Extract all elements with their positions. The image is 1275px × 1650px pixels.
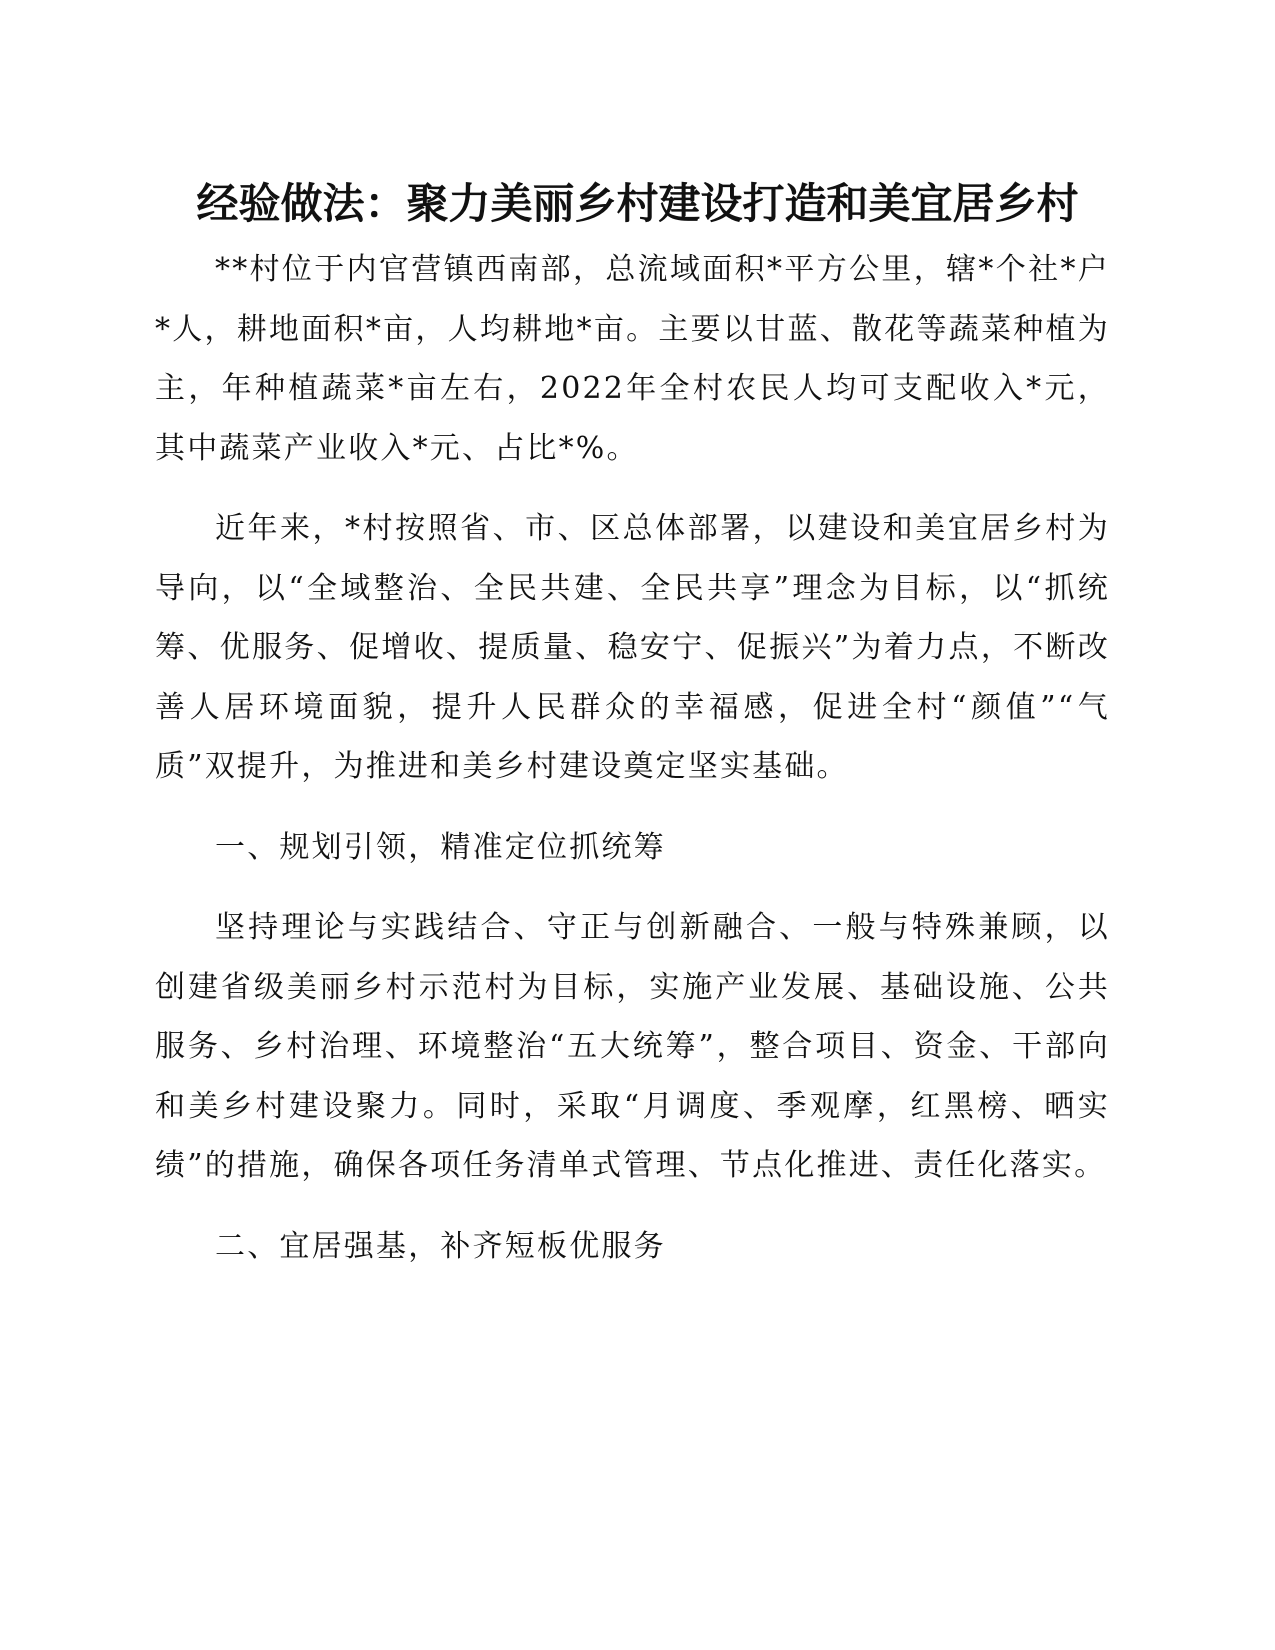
paragraph-planning: 坚持理论与实践结合、守正与创新融合、一般与特殊兼顾，以创建省级美丽乡村示范村为目标，实施产业发展、基础设施、公共服务、乡村治理、环境整治“五大统筹”，整合项目、资金、干部向和美乡村建设聚力。同时，采取“月调度、季观摩，红黑榜、晒实绩”的措施，确保各项任务清单式管理、节点化推进、责任化落实。 [155,910,1110,1183]
document-body [155,240,1110,1297]
section-heading-2: 二、宜居强基，补齐短板优服务 [215,1228,666,1264]
paragraph-recent-years: 近年来，*村按照省、市、区总体部署，以建设和美宜居乡村为导向，以“全域整治、全民共建、全民共享”理念为目标，以“抓统筹、优服务、促增收、提质量、稳安宁、促振兴”为着力点，不断改善人居环境面貌，提升人民群众的幸福感，促进全村“颜值”“气质”双提升，为推进和美乡村建设奠定坚实基础。 [155,511,1110,784]
section-heading-1: 一、规划引领，精准定位抓统筹 [215,829,666,865]
paragraph-village-overview: **村位于内官营镇西南部，总流域面积*平方公里，辖*个社*户*人，耕地面积*亩，人均耕地*亩。主要以甘蓝、散花等蔬菜种植为主，年种植蔬菜*亩左右，2022年全村农民人均可支配收入*元，其中蔬菜产业收入*元、占比*%。 [155,252,1110,466]
document-title: 经验做法：聚力美丽乡村建设打造和美宜居乡村 [196,179,1079,228]
